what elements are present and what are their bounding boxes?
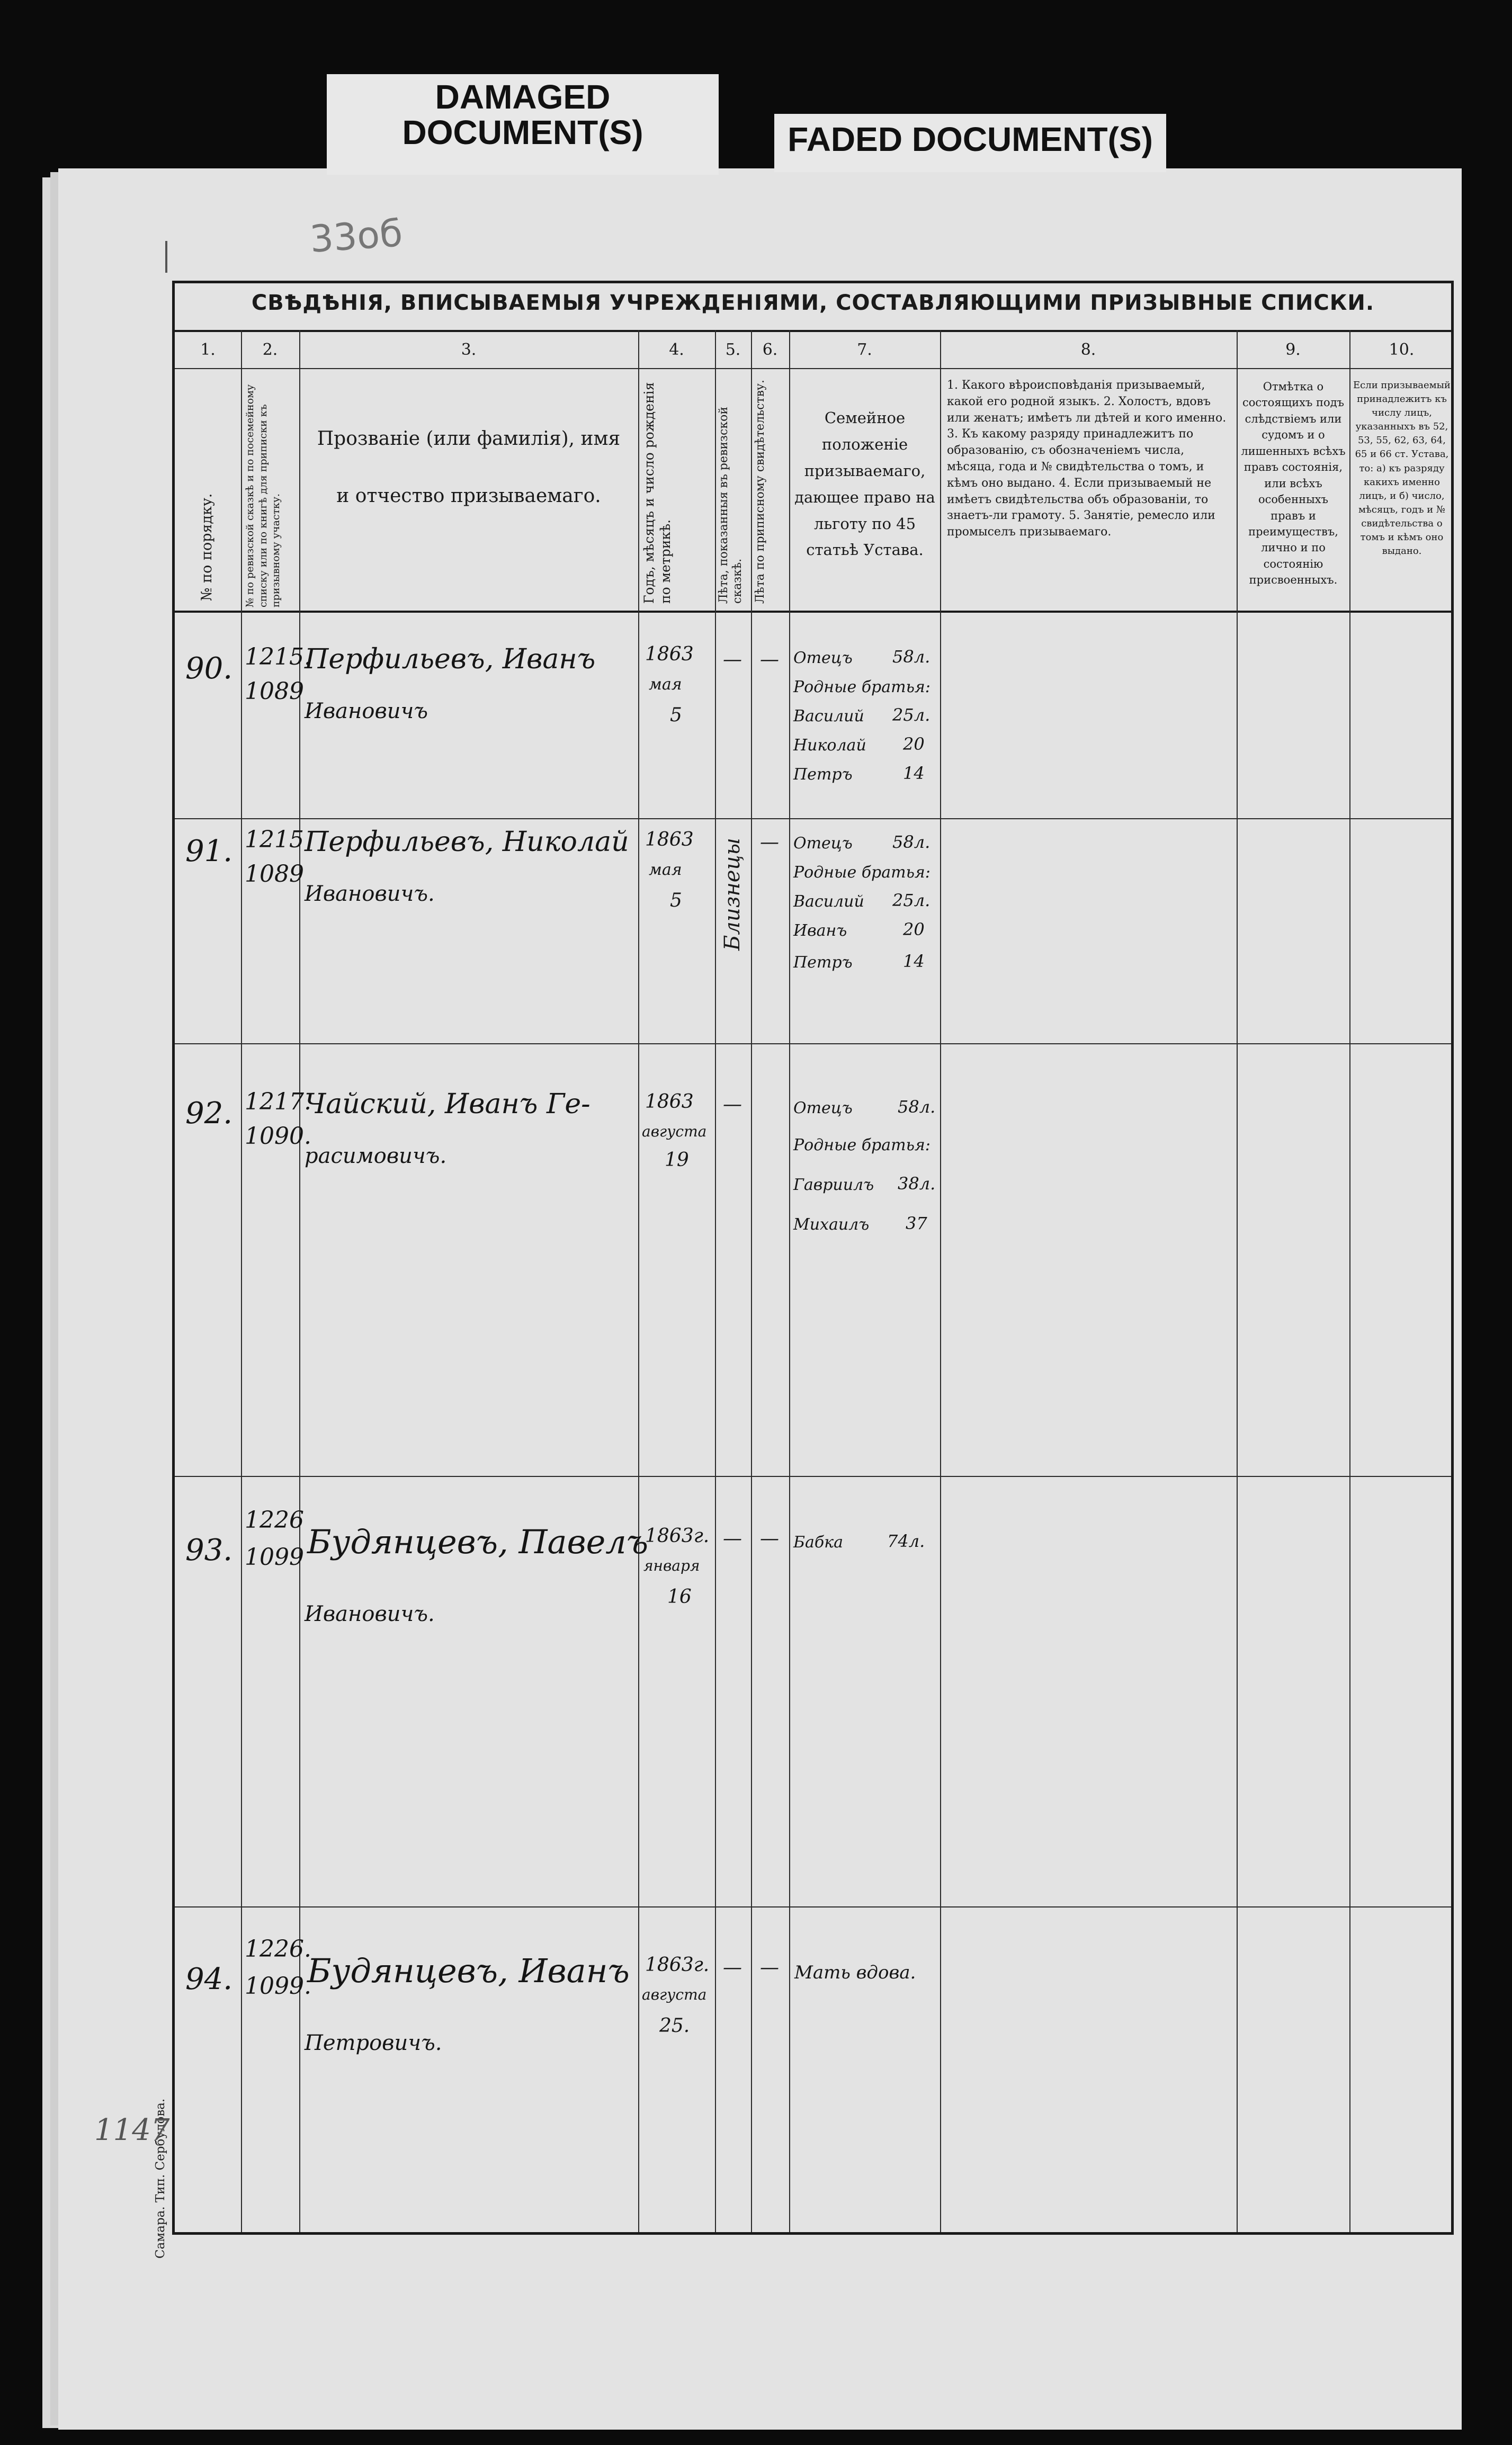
conscript-name: Перфильевъ, Николай bbox=[305, 826, 629, 858]
printer-imprint: Самара. Тип. Сербулова. bbox=[154, 2098, 167, 2259]
family-age: 20 bbox=[903, 734, 925, 754]
family-age: 37 bbox=[906, 1213, 927, 1233]
family-member: Гавриилъ bbox=[793, 1176, 874, 1194]
birth-day: 19 bbox=[665, 1149, 689, 1171]
birth-year: 1863г. bbox=[645, 1954, 710, 1976]
conscript-patronymic: Петровичъ. bbox=[305, 2031, 442, 2055]
revision-ref-bottom: 1090. bbox=[245, 1123, 311, 1150]
family-member: Василий bbox=[793, 707, 864, 726]
family-age: 14 bbox=[903, 951, 925, 971]
column-rule bbox=[751, 330, 752, 2232]
family-member: Отецъ bbox=[793, 834, 853, 853]
family-age: 74л. bbox=[887, 1531, 925, 1551]
certificate-age-value: — bbox=[760, 1957, 779, 1978]
certificate-age-value: — bbox=[760, 1528, 779, 1550]
conscript-patronymic: Ивановичъ bbox=[305, 699, 428, 723]
header-order-number: № по порядку. bbox=[199, 493, 215, 601]
certificate-age-value: — bbox=[760, 649, 779, 670]
entry-number: 93. bbox=[185, 1533, 233, 1568]
birth-day: 5 bbox=[670, 704, 682, 726]
family-member: Петръ bbox=[793, 953, 853, 972]
column-rule bbox=[940, 330, 941, 2232]
family-member: Иванъ bbox=[793, 921, 847, 940]
column-number: 4. bbox=[669, 341, 684, 359]
twins-note: Близнецы bbox=[720, 838, 745, 951]
conscript-name: Будянцевъ, Павелъ bbox=[307, 1522, 649, 1561]
conscript-name: Чайский, Иванъ Ге- bbox=[305, 1088, 591, 1120]
family-age: 25л. bbox=[892, 890, 931, 910]
birth-year: 1863 bbox=[645, 829, 694, 850]
family-member: Родные братья: bbox=[793, 863, 931, 882]
birth-month: августа bbox=[642, 1986, 707, 2003]
family-member: Михаилъ bbox=[793, 1215, 870, 1234]
column-number: 10. bbox=[1389, 341, 1415, 359]
revision-age-value: — bbox=[723, 649, 742, 670]
conscript-name: Перфильевъ, Иванъ bbox=[305, 643, 596, 675]
column-rule bbox=[241, 330, 242, 2232]
birth-day: 25. bbox=[659, 2015, 690, 2037]
column-rule bbox=[638, 330, 639, 2232]
birth-year: 1863 bbox=[645, 1091, 694, 1113]
header-family-status: Семейное положеніе призываемаго, дающее право на льготу по 45 статьѣ Устава. bbox=[794, 409, 935, 559]
entry-number: 91. bbox=[185, 834, 233, 868]
family-age: 14 bbox=[903, 763, 925, 783]
rule bbox=[175, 611, 1451, 613]
revision-age-value: — bbox=[723, 1528, 742, 1550]
revision-ref-top: 1215. bbox=[245, 643, 311, 670]
pencil-folio-mark: 33об bbox=[308, 211, 404, 262]
header-revision-number: № по ревизской сказкѣ и по посемейному списку или по книгѣ для приписки къ призывному участку. bbox=[244, 384, 282, 607]
header-court-notes: Отмѣтка о состоящихъ подъ слѣдствіемъ или судомъ и о лишенныхъ всѣхъ правъ состоянія, или всѣхъ особенныхъ правъ и преимуществъ, лично и по состоянію присвоенныхъ. bbox=[1241, 380, 1346, 587]
conscript-name: Будянцевъ, Иванъ bbox=[307, 1951, 630, 1990]
conscript-patronymic: Ивановичъ. bbox=[305, 1602, 435, 1626]
entry-number: 90. bbox=[185, 651, 233, 686]
certificate-age-value: — bbox=[760, 831, 779, 853]
birth-year: 1863 bbox=[645, 643, 694, 665]
column-rule bbox=[1237, 330, 1238, 2232]
birth-year: 1863г. bbox=[645, 1525, 710, 1547]
row-separator bbox=[175, 818, 1451, 819]
family-age: 58л. bbox=[898, 1097, 936, 1117]
row-separator bbox=[175, 1043, 1451, 1044]
birth-month: августа bbox=[642, 1123, 707, 1140]
family-member: Отецъ bbox=[793, 649, 853, 667]
column-number: 8. bbox=[1080, 341, 1096, 359]
family-member: Бабка bbox=[793, 1533, 844, 1552]
conscript-patronymic: расимовичъ. bbox=[305, 1144, 447, 1168]
header-religion-education: 1. Какого вѣроисповѣданія призываемый, какой его родной языкъ. 2. Холостъ, вдовъ или женатъ; имѣетъ ли дѣтей и кого именно. 3. Къ какому разряду принадлежитъ по образованію, съ обозначеніемъ числа, мѣсяца, года и № свидѣтельства о томъ, и кѣмъ оно выдано. 4. Если призываемый не имѣетъ свидѣтельства объ образованіи, то знаетъ-ли грамоту. 5. Занятіе, ремесло или промыселъ призываемаго. bbox=[947, 379, 1227, 539]
revision-ref-top: 1226 bbox=[245, 1507, 304, 1534]
family-member: Николай bbox=[793, 736, 866, 755]
family-age: 38л. bbox=[898, 1174, 936, 1194]
birth-month: мая bbox=[649, 861, 682, 879]
revision-ref-bottom: 1099 bbox=[245, 1544, 304, 1571]
column-number: 1. bbox=[200, 341, 216, 359]
entry-number: 94. bbox=[185, 1962, 233, 1996]
faded-document-label: FADED DOCUMENT(S) bbox=[774, 114, 1166, 172]
family-member: Василий bbox=[793, 892, 864, 911]
margin-note: 1147 bbox=[94, 2113, 170, 2147]
column-number: 3. bbox=[461, 341, 477, 359]
header-privileges: Если призываемый принадлежитъ къ числу лицъ, указанныхъ въ 52, 53, 55, 62, 63, 64, 65 и 66 ст. Устава, то: а) къ разряду какихъ именно лицъ, и б) число, мѣсяцъ, годъ и № свидѣтельства о томъ и кѣмъ оно выдано. bbox=[1353, 380, 1451, 557]
family-member: Мать вдова. bbox=[794, 1962, 916, 1983]
revision-ref-bottom: 1099. bbox=[245, 1973, 311, 2000]
birth-day: 5 bbox=[670, 890, 682, 911]
family-age: 58л. bbox=[892, 832, 931, 852]
header-birth-date: Годъ, мѣсяцъ и число рожденія по метрикѣ. bbox=[641, 382, 674, 604]
revision-ref-bottom: 1089 bbox=[245, 861, 304, 888]
family-age: 58л. bbox=[892, 647, 931, 667]
header-name: Прозваніе (или фамилія), имя и отчество призываемаго. bbox=[317, 428, 621, 507]
margin-tick bbox=[165, 241, 167, 273]
column-rule bbox=[715, 330, 716, 2232]
header-revision-age: Лѣта, показанныя въ ревизской сказкѣ. bbox=[717, 406, 745, 604]
family-member: Родные братья: bbox=[793, 1136, 931, 1154]
birth-day: 16 bbox=[667, 1586, 692, 1608]
column-rule bbox=[1349, 330, 1350, 2232]
rule bbox=[175, 330, 1451, 332]
column-number: 5. bbox=[725, 341, 741, 359]
birth-month: января bbox=[643, 1557, 700, 1574]
family-member: Родные братья: bbox=[793, 678, 931, 696]
form-title: СВѢДѢНІЯ, ВПИСЫВАЕМЫЯ УЧРЕЖДЕНІЯМИ, СОСТАВЛЯЮЩИМИ ПРИЗЫВНЫЕ СПИСКИ. bbox=[251, 291, 1375, 315]
column-number: 9. bbox=[1285, 341, 1301, 359]
family-member: Отецъ bbox=[793, 1099, 853, 1117]
revision-ref-top: 1217. bbox=[245, 1088, 311, 1115]
damaged-document-label: DAMAGED DOCUMENT(S) bbox=[327, 74, 719, 175]
revision-age-value: — bbox=[723, 1094, 742, 1115]
birth-month: мая bbox=[649, 675, 682, 694]
column-number: 7. bbox=[857, 341, 872, 359]
revision-ref-top: 1215 bbox=[245, 826, 304, 853]
revision-ref-bottom: 1089 bbox=[245, 678, 304, 705]
conscript-patronymic: Ивановичъ. bbox=[305, 882, 435, 906]
column-rule bbox=[789, 330, 790, 2232]
family-age: 25л. bbox=[892, 705, 931, 725]
family-member: Петръ bbox=[793, 765, 853, 784]
revision-ref-top: 1226. bbox=[245, 1936, 311, 1963]
header-certificate-age: Лѣта по приписному свидѣтельству. bbox=[754, 380, 767, 604]
row-separator bbox=[175, 1476, 1451, 1477]
conscription-form bbox=[172, 281, 1454, 2235]
revision-age-value: — bbox=[723, 1957, 742, 1978]
column-number: 2. bbox=[262, 341, 278, 359]
rule bbox=[175, 368, 1451, 369]
column-number: 6. bbox=[762, 341, 778, 359]
row-separator bbox=[175, 1906, 1451, 1907]
entry-number: 92. bbox=[185, 1096, 233, 1131]
family-age: 20 bbox=[903, 919, 925, 939]
